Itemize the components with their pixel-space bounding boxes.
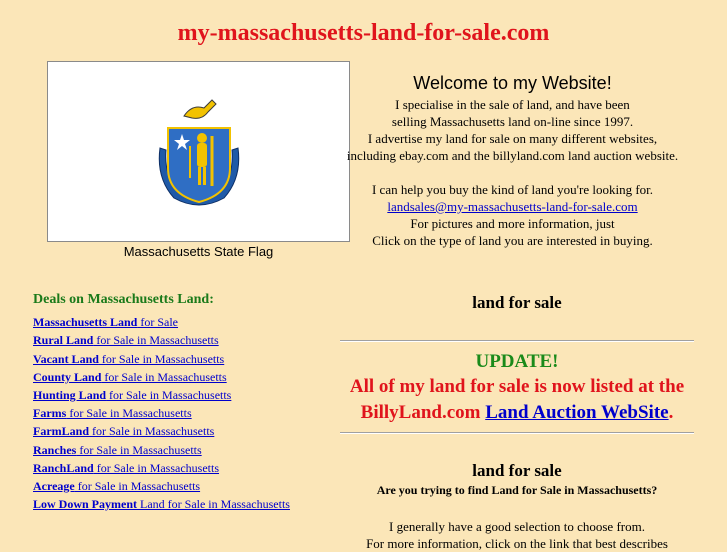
flag-caption: Massachusetts State Flag (123, 244, 274, 259)
question-text: Are you trying to find Land for Sale in Massachusetts? (376, 483, 658, 497)
deal-link-hunting-land[interactable]: Hunting Land for Sale in Massachusetts (33, 388, 232, 403)
deal-link-ranches[interactable]: Ranches for Sale in Massachusetts (33, 442, 202, 457)
deal-link-rural-land[interactable]: Rural Land for Sale in Massachusetts (33, 333, 219, 348)
list-item (33, 477, 333, 495)
list-item (33, 495, 333, 513)
welcome-heading: Welcome to my Website! (413, 73, 612, 93)
deal-link-acreage[interactable]: Acreage for Sale in Massachusetts (33, 479, 201, 494)
site-title: my-massachusetts-land-for-sale.com (177, 20, 550, 46)
welcome-line: selling Massachusetts land on-line since 1997. (391, 114, 634, 129)
body-text: For more information, click on the link that best describes (366, 536, 668, 551)
welcome-line: I can help you buy the kind of land you're looking for. (371, 182, 654, 197)
deal-link-farmland[interactable]: FarmLand for Sale in Massachusetts (33, 424, 215, 439)
section-heading: land for sale (472, 461, 562, 480)
main-content (340, 292, 694, 552)
notice-line: All of my land for sale is now listed at the (349, 376, 685, 397)
welcome-line: For pictures and more information, just (410, 216, 615, 231)
list-item (33, 350, 333, 368)
welcome-line: including ebay.com and the billyland.com land auction website. (346, 148, 679, 163)
email-link[interactable]: landsales@my-massachusetts-land-for-sale.com (387, 199, 638, 214)
state-seal-icon (154, 98, 244, 210)
list-item (33, 331, 333, 349)
list-item (33, 459, 333, 477)
massachusetts-state-flag (47, 61, 350, 242)
section-heading: land for sale (472, 293, 562, 312)
update-label: UPDATE! (475, 351, 559, 372)
list-item (33, 404, 333, 422)
welcome-section (340, 72, 685, 249)
welcome-line: I specialise in the sale of land, and have been (395, 97, 630, 112)
deal-link-county-land[interactable]: County Land for Sale in Massachusetts (33, 369, 227, 384)
deals-section (33, 291, 333, 513)
notice-line: BillyLand.com Land Auction WebSite. (360, 402, 674, 423)
welcome-line: Click on the type of land you are interested in buying. (372, 233, 653, 248)
list-item (33, 422, 333, 440)
deal-link-low-down-payment[interactable]: Low Down Payment Land for Sale in Massachusetts (33, 497, 290, 512)
welcome-line: I advertise my land for sale on many different websites, (367, 131, 658, 146)
list-item (33, 368, 333, 386)
deal-link-vacant-land[interactable]: Vacant Land for Sale in Massachusetts (33, 351, 225, 366)
land-auction-website-link[interactable]: Land Auction WebSite (485, 402, 669, 423)
deals-list (33, 313, 333, 513)
deal-link-ranchland[interactable]: RanchLand for Sale in Massachusetts (33, 460, 220, 475)
list-item (33, 441, 333, 459)
list-item (33, 386, 333, 404)
deal-link-massachusetts-land[interactable]: Massachusetts Land for Sale (33, 315, 179, 330)
body-text: I generally have a good selection to choose from. (389, 519, 645, 534)
deal-link-farms[interactable]: Farms for Sale in Massachusetts (33, 406, 192, 421)
deals-heading: Deals on Massachusetts Land: (33, 292, 214, 307)
list-item (33, 313, 333, 331)
